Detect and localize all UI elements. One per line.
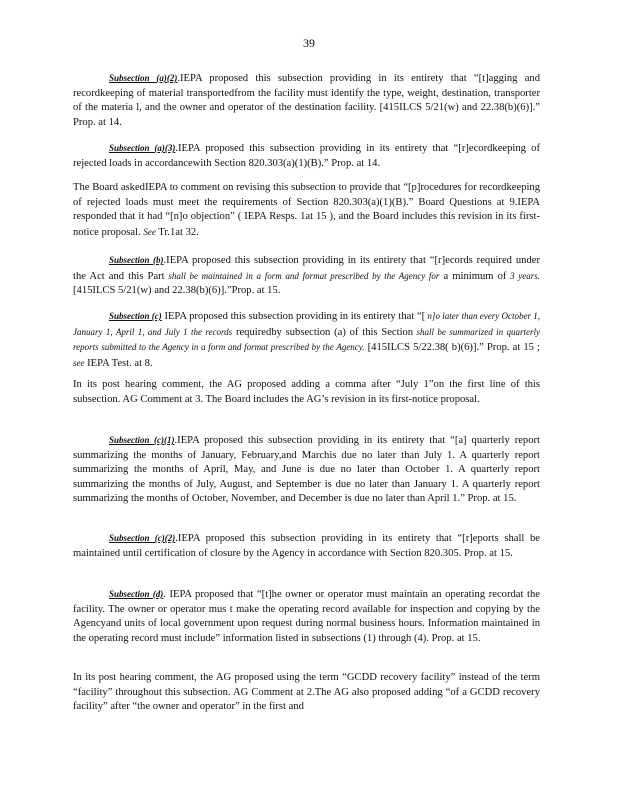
italic-see: See [143,226,156,237]
paragraph-ag-comment-1 [73,378,540,407]
paragraph-text-3: [415ILCS 5/22.38( b)(6)].” Prop. at 15 ; [364,342,540,354]
statute-italic-2: 3 years. [506,270,541,281]
paragraph-text: The Board askedIEPA to comment on revising this subsection to provide that “[p]rocedures for recordkeeping of rejected loads must meet the requirements of Section 820.303(a)(1)(B).” Board Questions at 9.IEPA responded that it had “[n]o objection” ( IEPA Resps. 1at 15 ), and the Board includes this revision in its first-notice proposal. [73,182,540,238]
paragraph-text-2: requiredby subsection (a) of this Section [232,326,414,338]
paragraph-text: .IEPA proposed this subsection providing in its entirety that “[r]eports shall be maintained until certification of closure by the Agency in accordance with Section 820.305. Prop. at 15. [73,533,540,559]
subsection-label: Subsection (c) [109,311,162,321]
subsection-label: Subsection (b) [109,255,164,265]
subsection-label: Subsection (a)(3) [109,143,176,153]
paragraph-subsection-b [73,253,540,299]
paragraph-text: In its post hearing comment, the AG proposed using the term “GCDD recovery facility” instead of the term “facility” throughout this subsection. AG Comment at 2.The AG also proposed adding “of a GCDD recovery facility” after “the owner and operator” in the first and [73,672,540,713]
paragraph-tail: Tr.1at 32. [155,226,199,238]
paragraph-text: .IEPA proposed this subsection providing in its entirety that “[r]ecords required under the Act and this Part [73,255,540,282]
paragraph-text: IEPA proposed this subsection providing in its entirety that “[ [164,311,426,322]
paragraph-board-question [73,181,540,240]
paragraph-text-4: IEPA Test. at 8. [84,357,153,369]
page-number: 39 [303,36,315,50]
paragraph-subsection-c2 [73,531,540,561]
paragraph-text: In its post hearing comment, the AG proposed adding a comma after “July 1”on the first line of this subsection. AG Comment at 3. The Board includes the AG’s revision in its first-notice proposal. [73,379,540,405]
subsection-label: Subsection (c)(2) [109,533,176,543]
statute-italic-2: shall be summarized in quarterly reports submitted to the Agency in a form and format prescribed by the Agency. [73,326,540,353]
statute-italic: shall be maintained in a form and format prescribed by the Agency for [164,270,440,281]
paragraph-text: .IEPA proposed this subsection providing in its entirety that “[r]ecordkeeping of rejected loads in accordancewith Section 820.303(a)(1)(B).” Prop. at 14. [73,143,541,169]
paragraph-text: . IEPA proposed that “[t]he owner or operator must maintain an operating recordat the facility. The owner or operator mus t make the operating record available for inspection and copying by the Agencyand units of local government upon request during normal business hours. Information maintained in the operating record must include” information listed in subsections (1) through (4). Prop. at 15. [73,589,540,644]
paragraph-text-3: [415ILCS 5/21(w) and 22.38(b)(6)].”Prop. at 15. [73,285,281,297]
subsection-label: Subsection (c)(1) [109,435,175,445]
paragraph-text: .IEPA proposed this subsection providing in its entirety that “[t]agging and recordkeeping of material transportedfrom the facility must identify the type, weight, destination, transporter of the materia l, and the owner and operator of the destination facility. [415ILCS 5/21(w) and 22.38(b)(6)].” Prop. at 14. [73,73,541,128]
paragraph-ag-comment-2 [73,671,540,715]
paragraph-subsection-d [73,587,540,646]
paragraph-subsection-c [73,309,540,371]
subsection-label: Subsection (d) [109,589,164,599]
subsection-label: Subsection (a)(2) [109,73,178,83]
paragraph-text-2: a minimum of [439,270,507,282]
paragraph-subsection-a2 [73,71,540,130]
paragraph-subsection-c1 [73,433,540,507]
italic-see: see [73,357,85,368]
paragraph-subsection-a3 [73,141,540,171]
statute-italic: n]o later than every October 1, January 1, April 1, and July 1 the records [73,311,540,337]
paragraph-text: .IEPA proposed this subsection providing in its entirety that “[a] quarterly report summarizing the months of January, February,and Marchis due no later than July 1. A quarterly report summarizing the months of April, May, and June is due no later than October 1. A quarterly report summarizing the months of July, August, and September is due no later than January 1. A quarterly report summarizing the months of October, November, and December is due no later than April 1.” Prop. at 15. [73,435,540,505]
